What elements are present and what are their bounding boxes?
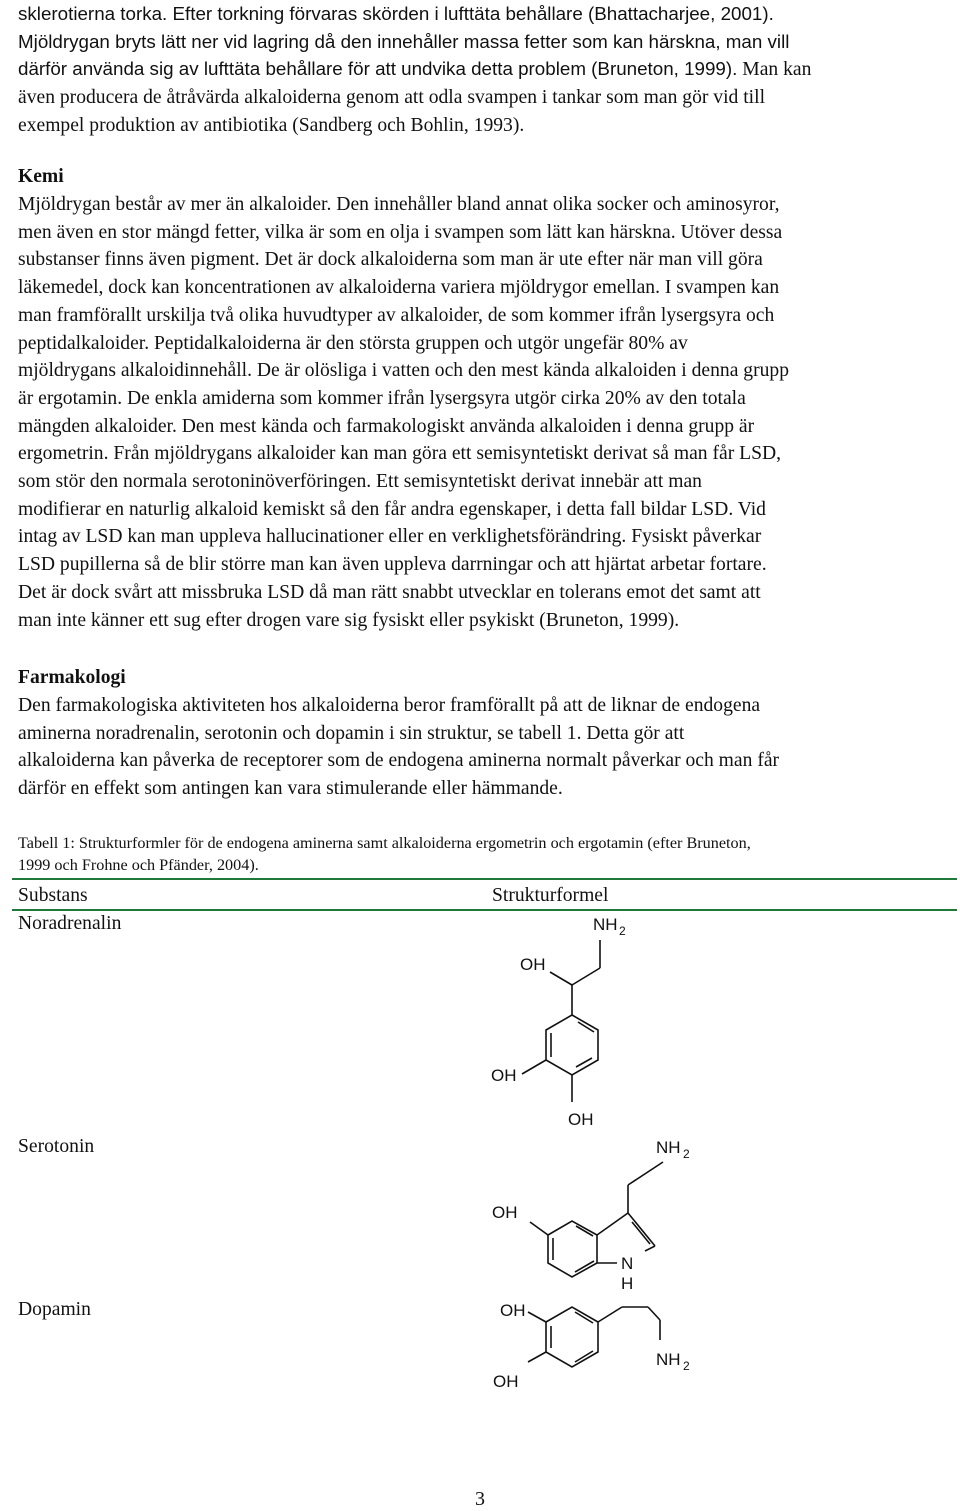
kemi-line: substanser finns även pigment. Det är dock alkaloiderna som man är ute efter när man vill göra [18, 249, 763, 271]
noradrenalin-oh-label: OH [491, 1066, 517, 1085]
intro-line-1: sklerotierna torka. Efter torkning förvaras skörden i lufttäta behållare (Bhattacharjee, 2001). [18, 3, 774, 24]
kemi-line: LSD pupillerna så de blir större man kan även uppleva darrningar och att hjärtat arbetar fortare. [18, 554, 767, 576]
farmakologi-line: Den farmakologiska aktiviteten hos alkaloiderna beror framförallt på att de liknar de endogena [18, 695, 761, 716]
serotonin-subscript: 2 [683, 1147, 690, 1161]
kemi-line: man inte känner ett sug efter drogen vare sig fysiskt eller psykiskt (Bruneton, 1999). [18, 609, 680, 631]
serotonin-n-label: N [621, 1254, 634, 1273]
kemi-line: peptidalkaloider. Peptidalkaloiderna är den största gruppen och utgör ungefär 80% av [18, 332, 688, 354]
dopamin-oh-label: OH [493, 1372, 519, 1391]
kemi-line: man framförallt urskilja två olika huvudtyper av alkaloider, de som kommer ifrån lysergsyra och [18, 304, 775, 326]
kemi-line: är ergotamin. De enkla amiderna som kommer ifrån lysergsyra utgör cirka 20% av den totala [18, 387, 746, 409]
kemi-line: Mjöldrygan består av mer än alkaloider. Den innehåller bland annat olika socker och aminosyror, [18, 194, 780, 215]
kemi-line: som stör den normala serotoninöverföringen. Ett semisyntetiskt derivat innebär att man [18, 471, 702, 493]
intro-line-3-tail: Man kan [742, 59, 812, 81]
kemi-line: läkemedel, dock kan koncentrationen av alkaloiderna variera mjöldrygor emellan. I svampen kan [18, 277, 780, 299]
noradrenalin-oh-label: OH [520, 955, 546, 974]
kemi-line: mjöldrygans alkaloidinnehåll. De är olösliga i vatten och den mest kända alkaloiden i denna grupp [18, 360, 790, 382]
table-row-substance: Dopamin [18, 1299, 91, 1320]
dopamin-subscript: 2 [683, 1359, 690, 1373]
table-row-substance: Serotonin [18, 1136, 95, 1157]
kemi-line: modifierar en naturlig alkaloid kemiskt så den får andra egenskaper, i detta fall bildar LSD. Vid [18, 498, 766, 520]
table-row-substance: Noradrenalin [18, 913, 122, 934]
serotonin-nh-label: NH [656, 1138, 681, 1157]
farmakologi-line: alkaloiderna kan påverka de receptorer som de endogena aminerna normalt påverkar och man får [18, 750, 780, 772]
dopamin-oh-label: OH [500, 1301, 526, 1320]
dopamin-structure [528, 1307, 660, 1367]
intro-line-2: Mjöldrygan bryts lätt ner vid lagring då den innehåller massa fetter som kan härskna, man vill [18, 30, 790, 52]
table-header-strukturformel: Strukturformel [492, 885, 609, 906]
table-header-substans: Substans [18, 885, 88, 906]
farmakologi-heading: Farmakologi [18, 667, 126, 688]
kemi-line: Det är dock svårt att missbruka LSD då man rätt snabbt utvecklar en tolerans emot det samt att [18, 581, 761, 603]
noradrenalin-subscript: 2 [619, 924, 626, 938]
intro-line-3-start: därför använda sig av lufttäta behållare för att undvika detta problem (Bruneton, 1999). [18, 58, 738, 80]
farmakologi-line: aminerna noradrenalin, serotonin och dopamin i sin struktur, se tabell 1. Detta gör att [18, 722, 685, 744]
kemi-line: intag av LSD kan man uppleva hallucinationer eller en verklighetsförändring. Fysiskt påverkar [18, 526, 762, 548]
page-number: 3 [475, 1488, 485, 1510]
serotonin-oh-label: OH [568, 1110, 594, 1129]
serotonin-oh-label: OH [492, 1203, 518, 1222]
intro-line-5: exempel produktion av antibiotika (Sandberg och Bohlin, 1993). [18, 114, 525, 136]
kemi-line: men även en stor mängd fetter, vilka är som en olja i svampen som lätt kan härskna. Utöver dessa [18, 221, 783, 243]
kemi-line: ergometrin. Från mjöldrygans alkaloider kan man göra ett semisyntetiskt derivat så man får LSD, [18, 443, 782, 465]
kemi-line: mängden alkaloider. Den mest kända och farmakologiskt använda alkaloiden i denna grupp är [18, 415, 755, 437]
serotonin-structure [530, 1162, 663, 1277]
table-caption-line: 1999 och Frohne och Pfänder, 2004). [18, 856, 259, 874]
noradrenalin-nh-label: NH [593, 915, 618, 934]
serotonin-h-label: H [621, 1274, 634, 1293]
kemi-heading: Kemi [18, 166, 64, 187]
table-caption-line: Tabell 1: Strukturformler för de endogena aminerna samt alkaloiderna ergometrin och ergotamin (efter Bruneton, [18, 834, 751, 852]
intro-line-4: även producera de åtråvärda alkaloiderna genom att odla svampen i tankar som man gör vid till [18, 87, 766, 109]
dopamin-nh-label: NH [656, 1350, 681, 1369]
farmakologi-line: därför en effekt som antingen kan vara stimulerande eller hämmande. [18, 778, 563, 800]
